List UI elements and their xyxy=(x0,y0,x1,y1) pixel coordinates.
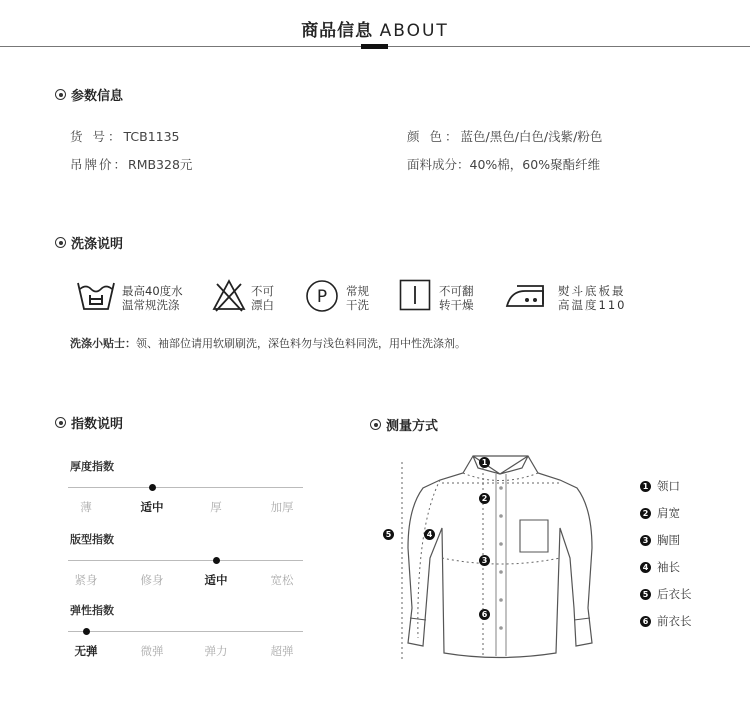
legend-number: 1 xyxy=(640,481,651,492)
legend-item xyxy=(640,532,680,548)
target-icon xyxy=(55,417,66,428)
index-scale-label: 适中 xyxy=(140,500,164,514)
index-scale-line xyxy=(68,487,303,488)
dry-clean-p-icon xyxy=(305,279,339,317)
legend-number: 6 xyxy=(640,616,651,627)
legend-label: 前衣长 xyxy=(657,614,692,628)
care-line: 转干燥 xyxy=(439,298,474,312)
legend-number: 4 xyxy=(640,562,651,573)
color-label: 颜 色： xyxy=(407,129,461,144)
indices-heading-text: 指数说明 xyxy=(71,417,124,432)
wash-tip xyxy=(70,335,466,351)
legend-number: 2 xyxy=(640,508,651,519)
legend-label: 肩宽 xyxy=(657,506,680,520)
index-scale-label: 适中 xyxy=(204,573,228,587)
index-scale-label: 弹力 xyxy=(204,644,228,658)
color-value: 蓝色/黑色/白色/浅紫/粉色 xyxy=(460,129,603,144)
color-row xyxy=(407,127,602,145)
fabric-value: 40%棉，60%聚酯纤维 xyxy=(469,157,601,172)
washing-heading xyxy=(55,233,123,252)
price-label: 吊牌价： xyxy=(70,157,129,172)
indices-heading xyxy=(55,413,123,432)
index-scale-label: 紧身 xyxy=(74,573,98,587)
index-scale-marker xyxy=(83,628,90,635)
index-scale-line xyxy=(68,631,303,632)
page-title-en: ABOUT xyxy=(379,21,449,41)
care-line: 熨斗底板最 xyxy=(558,284,626,298)
measure-heading xyxy=(370,415,438,434)
svg-text:P: P xyxy=(316,287,328,307)
index-scale-label: 修身 xyxy=(140,573,164,587)
care-line: 温常规洗涤 xyxy=(122,298,180,312)
care-text-wash xyxy=(122,284,183,312)
shirt-diagram xyxy=(378,448,628,672)
legend-item xyxy=(640,478,680,494)
care-line: 不可 xyxy=(251,284,274,298)
index-scale-label: 厚 xyxy=(210,500,222,514)
wash-tip-text: 领、袖部位请用软刷刷洗，深色料勿与浅色料同洗，用中性洗涤剂。 xyxy=(136,337,466,350)
title-divider-accent xyxy=(361,44,388,49)
measure-marker-6: 6 xyxy=(479,609,490,620)
page-title xyxy=(0,16,750,41)
item-no-value: TCB1135 xyxy=(123,129,180,144)
index-scale-label: 超弹 xyxy=(270,644,294,658)
care-line: 高温度110 xyxy=(558,298,627,312)
legend-item xyxy=(640,613,692,629)
no-tumble-dry-icon xyxy=(399,279,431,315)
shirt-cuffs xyxy=(410,618,590,620)
no-bleach-icon xyxy=(212,278,246,316)
target-icon xyxy=(55,89,66,100)
measure-marker-4: 4 xyxy=(424,529,435,540)
page-title-cn: 商品信息 xyxy=(301,21,374,41)
wash-tip-label: 洗涤小贴士： xyxy=(70,337,136,350)
index-scale-line xyxy=(68,560,303,561)
iron-110-icon xyxy=(505,282,553,314)
measure-marker-1: 1 xyxy=(479,457,490,468)
measure-marker-3: 3 xyxy=(479,555,490,566)
index-scale-label: 薄 xyxy=(80,500,92,514)
shirt-pocket xyxy=(520,520,548,552)
index-scale-label: 宽松 xyxy=(270,573,294,587)
params-heading xyxy=(55,85,123,104)
index-scale-marker xyxy=(149,484,156,491)
shirt-buttons xyxy=(499,486,503,630)
index-title: 版型指数 xyxy=(70,533,114,546)
care-line: 干洗 xyxy=(346,298,369,312)
care-line: 常规 xyxy=(346,284,369,298)
index-scale-marker xyxy=(213,557,220,564)
legend-item xyxy=(640,559,680,575)
index-title: 弹性指数 xyxy=(70,604,114,617)
wash-40-icon xyxy=(76,279,116,315)
legend-number: 3 xyxy=(640,535,651,546)
item-no-row xyxy=(70,127,180,145)
legend-label: 后衣长 xyxy=(657,587,692,601)
care-line: 最高40度水 xyxy=(122,284,183,298)
legend-number: 5 xyxy=(640,589,651,600)
legend-label: 袖长 xyxy=(657,560,680,574)
fabric-label: 面料成分： xyxy=(407,157,470,172)
measure-marker-5: 5 xyxy=(383,529,394,540)
care-line: 不可翻 xyxy=(439,284,474,298)
care-text-iron xyxy=(558,284,626,312)
care-text-dryclean xyxy=(346,284,369,312)
params-heading-text: 参数信息 xyxy=(71,89,124,104)
care-line: 漂白 xyxy=(251,298,274,312)
index-title: 厚度指数 xyxy=(70,460,114,473)
price-value: RMB328元 xyxy=(128,157,193,172)
target-icon xyxy=(55,237,66,248)
legend-label: 领口 xyxy=(657,479,680,493)
legend-item xyxy=(640,586,692,602)
fabric-row xyxy=(407,155,600,173)
measure-heading-text: 测量方式 xyxy=(386,419,439,434)
index-scale-label: 微弹 xyxy=(140,644,164,658)
care-text-tumble xyxy=(439,284,474,312)
legend-item xyxy=(640,505,680,521)
measure-marker-2: 2 xyxy=(479,493,490,504)
index-scale-label: 无弹 xyxy=(74,644,98,658)
price-row xyxy=(70,155,192,173)
care-text-bleach xyxy=(251,284,274,312)
washing-heading-text: 洗涤说明 xyxy=(71,237,124,252)
legend-label: 胸围 xyxy=(657,533,680,547)
index-scale-label: 加厚 xyxy=(270,500,294,514)
target-icon xyxy=(370,419,381,430)
item-no-label: 货 号： xyxy=(70,129,124,144)
